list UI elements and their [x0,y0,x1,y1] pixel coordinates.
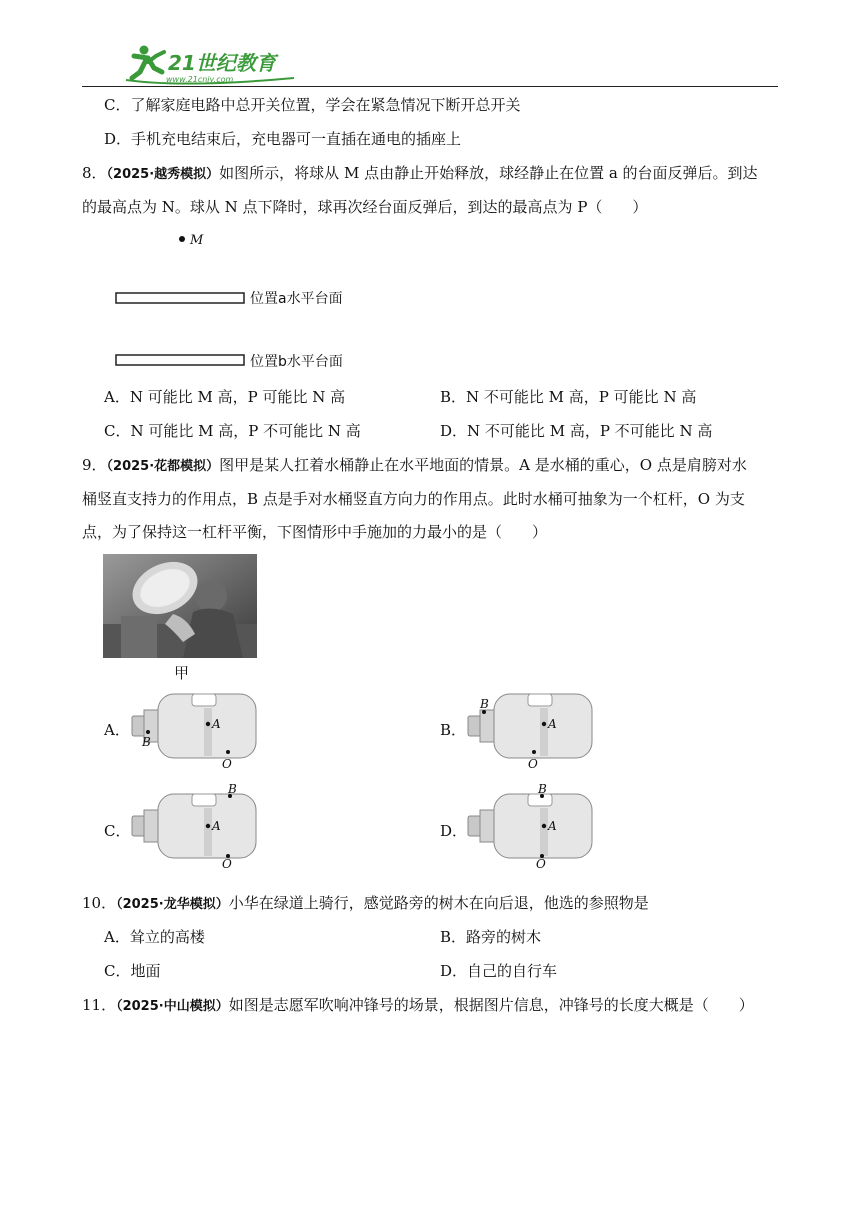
point-m-dot [179,236,185,242]
svg-text:B: B [538,782,547,796]
q10-option-d: D．自己的自行车 [440,962,558,980]
water-bucket-b-icon [466,688,606,774]
prev-option-d: D．手机充电结束后，充电器可一直插在通电的插座上 [104,130,462,148]
svg-text:A: A [212,819,221,833]
surface-a-rect [116,293,244,303]
svg-text:A: A [212,717,221,731]
q8-line2: 的最高点为 N。球从 N 点下降时，球再次经台面反弹后，到达的最高点为 P（ ） [82,198,648,216]
svg-text:www.21cnjy.com: www.21cnjy.com [166,75,234,84]
svg-text:O: O [222,757,232,771]
water-bucket-c-icon [130,782,270,868]
svg-text:B: B [228,782,237,796]
svg-text:B: B [142,735,151,749]
q8-figure [112,228,362,373]
q9-photo [103,554,257,658]
q11-text1: 如图是志愿军吹响冲锋号的场景，根据图片信息，冲锋号的长度大概是（ ） [228,996,754,1014]
q9-option-a: A． [104,721,130,739]
q8-option-c: C．N 可能比 M 高，P 不可能比 N 高 [104,422,361,440]
q9-line3: 点，为了保持这一杠杆平衡，下图情形中手施加的力最小的是（ ） [82,523,548,541]
page-header [82,40,778,87]
q9-photo-caption: 甲 [174,664,190,682]
q9-source: （2025·花都模拟） [106,459,220,474]
q8-figure-svg [112,228,362,373]
q9-number: 9． [82,456,107,474]
water-bucket-d-icon [466,782,606,868]
svg-text:A: A [548,717,557,731]
svg-text:21世纪教育: 21世纪教育 [168,51,276,75]
q9-text1: 图甲是某人扛着水桶静止在水平地面的情景。A 是水桶的重心，O 点是肩膀对水 [219,456,747,474]
q8-source: （2025·越秀模拟） [106,167,220,182]
q9-bucket-d [466,782,606,872]
surface-b-label: 位置b水平台面 [250,354,343,370]
q10-option-b: B．路旁的树木 [440,928,542,946]
q10-number: 10． [82,894,117,912]
q9-bucket-c [130,782,270,872]
q11-line1 [82,994,754,1018]
svg-text:A: A [548,819,557,833]
svg-text:O: O [222,857,232,868]
q9-line1 [82,454,747,478]
svg-text:O: O [528,757,538,771]
q8-option-a: A．N 可能比 M 高，P 可能比 N 高 [104,388,346,406]
surface-a-label: 位置a水平台面 [250,291,343,307]
q10-text1: 小华在绿道上骑行，感觉路旁的树木在向后退，他选的参照物是 [228,894,649,912]
water-bucket-a-icon [130,688,270,774]
q11-source: （2025·中山模拟） [116,999,229,1014]
q8-text1: 如图所示，将球从 M 点由静止开始释放，球经静止在位置 a 的台面反弹后。到达 [219,164,758,182]
q10-option-a: A．耸立的高楼 [104,928,205,946]
svg-text:B: B [480,697,489,711]
q11-number: 11． [82,996,117,1014]
q9-option-c: C． [104,822,131,840]
q9-option-d: D． [440,822,468,840]
q9-option-b: B． [440,721,467,739]
q8-number: 8． [82,164,107,182]
q8-line1 [82,162,758,186]
q10-line1 [82,892,649,916]
prev-option-c: C．了解家庭电路中总开关位置，学会在紧急情况下断开总开关 [104,96,521,114]
svg-text:O: O [536,857,546,868]
logo-21cnjy-icon [104,42,304,86]
q9-bucket-a [130,688,270,778]
q8-option-d: D．N 不可能比 M 高，P 不可能比 N 高 [440,422,713,440]
q9-bucket-b [466,688,606,778]
person-carrying-bucket-photo-icon [103,554,257,658]
q10-source: （2025·龙华模拟） [116,897,229,912]
point-m-label: M [190,233,204,248]
q9-line2: 桶竖直支持力的作用点，B 点是手对水桶竖直方向力的作用点。此时水桶可抽象为一个杠杆，O 为支 [82,490,745,508]
q10-option-c: C．地面 [104,962,161,980]
q8-option-b: B．N 不可能比 M 高，P 可能比 N 高 [440,388,697,406]
surface-b-rect [116,355,244,365]
